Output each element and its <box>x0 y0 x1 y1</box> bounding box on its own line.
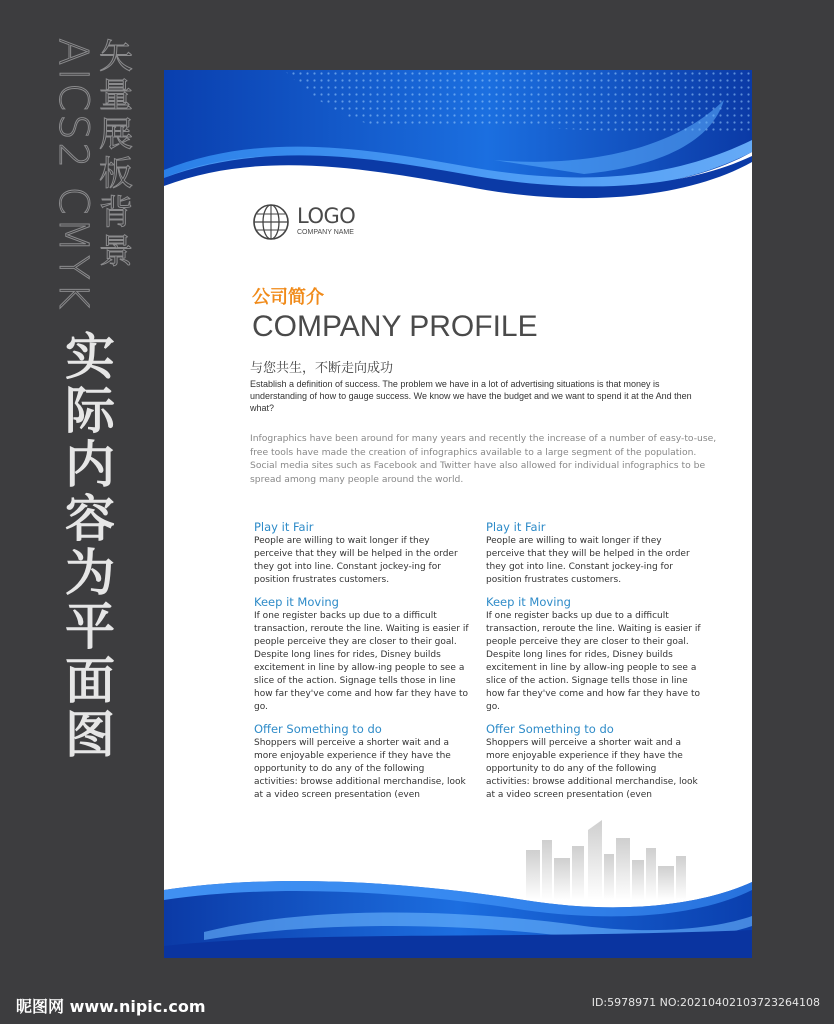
logo-text: LOGO <box>297 204 356 228</box>
top-wave-decoration <box>164 70 752 210</box>
sidebar-chinese-bold-label <box>60 330 120 762</box>
chinese-title: 公司简介 <box>252 287 324 308</box>
sidebar-char: 际 <box>65 382 115 440</box>
section-title: Offer Something to do <box>254 722 382 736</box>
sidebar-english-text: AICS2 CMYK <box>50 38 96 312</box>
section-body: Shoppers will perceive a shorter wait and a more enjoyable experience if they have the opportunity to do any of the following activities: browse additional merchandise, look at a video screen presentation (even <box>254 738 466 800</box>
section-body: If one register backs up due to a difficult transaction, reroute the line. Waiting is easier if people perceive they are closer to their goal. Despite long lines for rides, Disney builds excitement in line by allow-ing people to see a slice of the action. Signage tells those in line how far they've come and how far they have to go. <box>254 611 469 712</box>
sidebar-char: 面 <box>65 652 115 710</box>
sidebar-char: 景 <box>99 232 133 272</box>
sidebar-char: 图 <box>65 706 115 764</box>
sidebar-char: 板 <box>99 154 133 194</box>
company-profile-poster <box>164 70 752 958</box>
intro-paragraph: Establish a definition of success. The problem we have in a lot of advertising situations is that money is understanding of how to gauge success. We know we have the budget and we want to spend it at the And then what? <box>250 379 692 413</box>
infographics-paragraph: Infographics have been around for many years and recently the increase of a number of easy-to-use, free tools have made the creation of infographics available to a large segment of the population. Social media sites such as Facebook and Twitter have also allowed for individual infographics to be spread among many people around the world. <box>250 433 717 485</box>
sidebar-english-label <box>50 38 96 312</box>
section-body: People are willing to wait longer if they perceive that they will be helped in the order they got into line. Constant jockey-ing for position frustrates customers. <box>486 536 690 585</box>
footer-image-id: ID:5978971 NO:20210402103723264108 <box>591 996 820 1009</box>
footer-site-logo: 昵图网 www.nipic.com <box>16 997 206 1016</box>
sidebar-char: 实 <box>65 328 115 386</box>
section-title: Keep it Moving <box>254 595 339 609</box>
section-title: Play it Fair <box>254 520 314 534</box>
section-title: Play it Fair <box>486 520 546 534</box>
section-title: Keep it Moving <box>486 595 571 609</box>
slogan-text: 与您共生，不断走向成功 <box>250 361 394 376</box>
section-body: If one register backs up due to a difficult transaction, reroute the line. Waiting is easier if people perceive they are closer to their goal. Despite long lines for rides, Disney builds excitement in line by allow-ing people to see a slice of the action. Signage tells those in line how far they've come and how far they have to go. <box>486 611 701 712</box>
sidebar-char: 量 <box>99 76 133 116</box>
globe-logo-icon <box>252 203 290 241</box>
section-body: Shoppers will perceive a shorter wait and a more enjoyable experience if they have the opportunity to do any of the following activities: browse additional merchandise, look at a video screen presentation (even <box>486 738 698 800</box>
sidebar-char: 容 <box>65 490 115 548</box>
sidebar-char: 展 <box>99 115 133 155</box>
sidebar-char: 内 <box>65 436 115 494</box>
english-title: COMPANY PROFILE <box>252 310 538 343</box>
sidebar-char: 为 <box>65 544 115 602</box>
sidebar-char: 背 <box>99 193 133 233</box>
sidebar-char: 平 <box>65 598 115 656</box>
sidebar-chinese-outline-label <box>96 38 136 272</box>
sidebar-char: 矢 <box>99 37 133 77</box>
bottom-wave-decoration <box>164 860 752 958</box>
company-name-text: COMPANY NAME <box>297 229 354 236</box>
right-column <box>486 520 701 810</box>
left-column <box>254 520 469 810</box>
section-body: People are willing to wait longer if they perceive that they will be helped in the order they got into line. Constant jockey-ing for position frustrates customers. <box>254 536 458 585</box>
section-title: Offer Something to do <box>486 722 614 736</box>
